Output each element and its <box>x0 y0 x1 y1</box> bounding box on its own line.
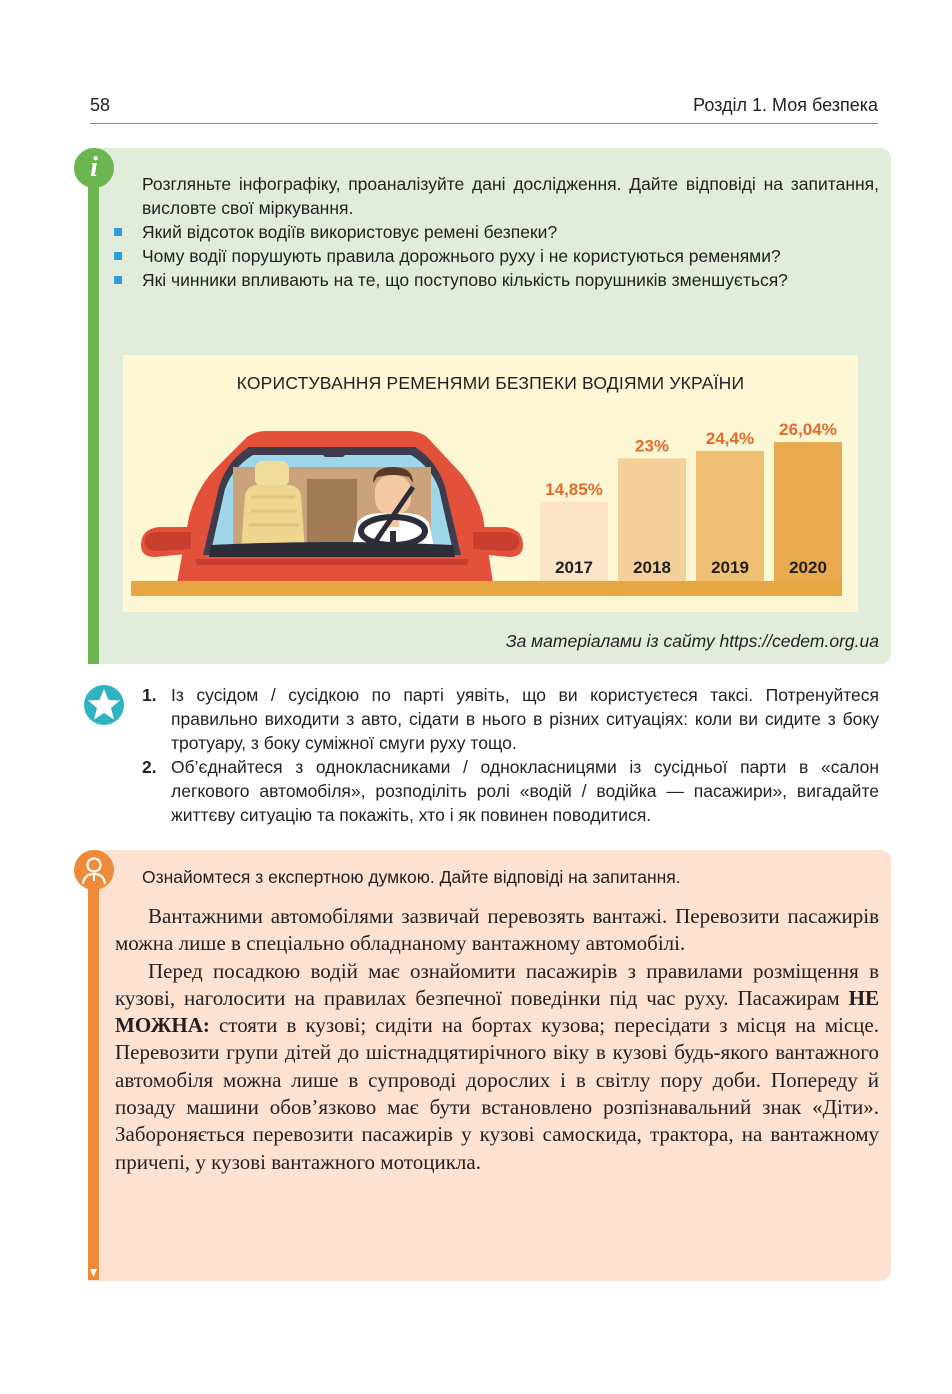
info-intro: Розгляньте інфографіку, проаналізуйте дані дослідження. Дайте відповіді на запитання, висловте свої міркування. <box>142 174 879 218</box>
expert-text-part: стояти в кузові; сидіти на бортах кузова; пересідати з місця на місце. Перевозити групи дітей до шістнадцятирічного віку в кузові будь-якого вантажного автомобіля можна лише в супроводі дорослих і в світлу пору доби. Попереду й позаду машини обов’язково має бути встановлено розпізнавальний знак «Діти». Забороняється перевозити пасажирів у кузові самоскида, трактора, на вантажному причепі, у кузові вантажного мотоцикла. <box>115 1013 879 1174</box>
source-credit: За матеріалами із сайту https://cedem.org.ua <box>505 631 879 651</box>
bar-value-label: 26,04% <box>779 420 837 440</box>
info-icon: i <box>74 148 114 188</box>
task-list <box>142 683 879 827</box>
bar-value-label: 24,4% <box>705 428 755 448</box>
task-number: 1. <box>142 685 157 705</box>
expert-icon <box>74 850 114 890</box>
bar-category-label: 2017 <box>555 558 593 577</box>
arrow-down-icon <box>88 1266 99 1280</box>
expert-emphasis: НЕ МОЖНА: <box>115 985 879 1038</box>
expert-text <box>115 903 879 1176</box>
task-item <box>142 683 879 755</box>
expert-paragraph <box>115 958 879 1176</box>
info-side-bar <box>88 175 99 664</box>
infographic <box>123 355 858 612</box>
expert-intro: Ознайомтеся з експертною думкою. Дайте відповіді на запитання. <box>142 867 681 887</box>
road-strip <box>131 581 842 596</box>
expert-paragraph: Вантажними автомобілями зазвичай перевозять вантажі. Перевозити пасажирів можна лише в спеціально обладнаному вантажному автомобілі. <box>115 904 879 956</box>
page-number: 58 <box>90 95 111 115</box>
page-header <box>90 95 878 124</box>
task-text: Із сусідом / сусідкою по парті уявіть, що ви користуєтеся таксі. Потренуйтеся правильно виходити з авто, сідати в нього в різних ситуаціях: коли ви сидите з боку тротуару, з боку суміжної смуги руху тощо. <box>171 685 879 753</box>
task-text: Об’єднайтеся з однокласниками / однокласницями із сусідньої парти в «салон легкового автомобіля», розподіліть ролі «водій / водійка — пасажири», вигадайте життєву ситуацію та покажіть, хто і як повинен поводитися. <box>171 757 879 825</box>
question-list <box>142 220 879 292</box>
task-number: 2. <box>142 757 157 777</box>
bar-category-label: 2019 <box>711 558 749 577</box>
info-text <box>142 172 879 292</box>
task-item <box>142 755 879 827</box>
section-title: Розділ 1. Моя безпека <box>693 95 878 115</box>
expert-side-bar <box>88 880 99 1271</box>
star-icon <box>82 683 126 727</box>
bar-value-label: 14,85% <box>545 479 603 499</box>
question-item: Які чинники впливають на те, що поступово кількість порушників зменшується? <box>142 268 879 292</box>
question-item: Який відсоток водіїв використовує ремені безпеки? <box>142 220 879 244</box>
bar-value-label: 23% <box>634 436 670 456</box>
chart-title: КОРИСТУВАННЯ РЕМЕНЯМИ БЕЗПЕКИ ВОДІЯМИ УКРАЇНИ <box>236 373 745 393</box>
question-item: Чому водії порушують правила дорожнього руху і не користуються ременями? <box>142 244 879 268</box>
bar-chart <box>123 355 858 612</box>
bar-category-label: 2018 <box>633 558 671 577</box>
expert-text-part: Перед посадкою водій має ознайомити пасажирів з правилами розміщення в кузові, наголосити на правилах безпечної поведінки під час руху. Пасажирам <box>115 958 879 1010</box>
bar-category-label: 2020 <box>789 558 827 577</box>
